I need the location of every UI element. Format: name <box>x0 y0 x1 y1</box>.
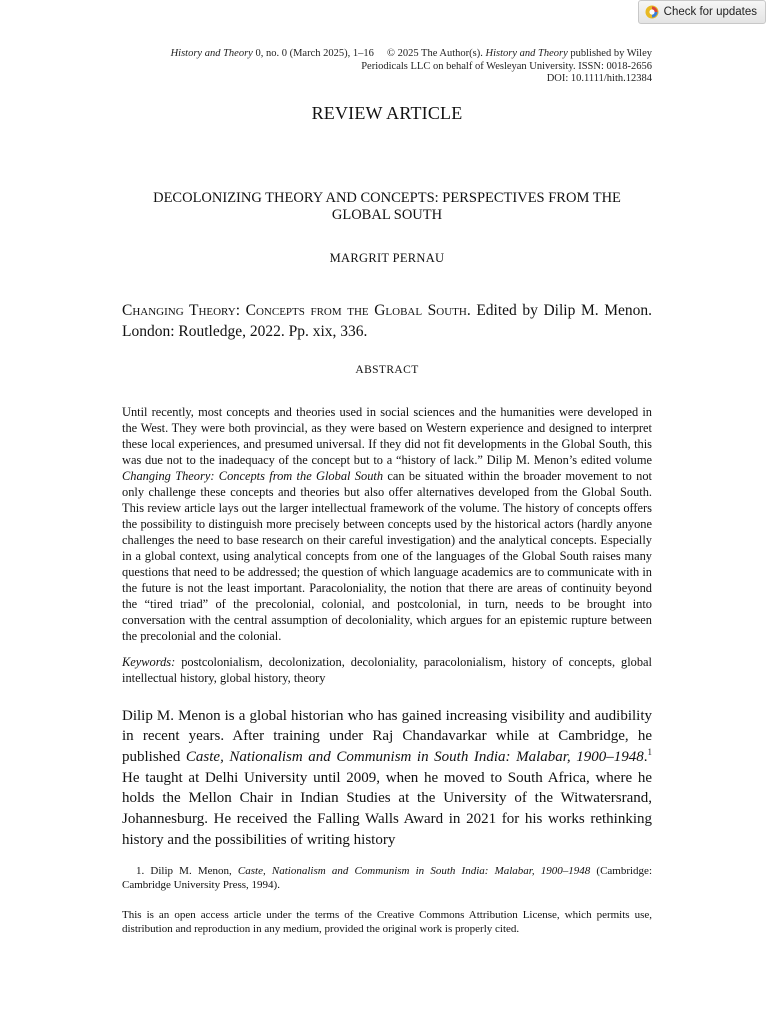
keywords <box>122 654 652 686</box>
copyright-journal: History and Theory <box>485 48 568 59</box>
journal-issue: 0, no. 0 (March 2025), 1–16 <box>255 48 374 59</box>
check-for-updates-button[interactable] <box>638 0 766 24</box>
abstract-part-1: Until recently, most concepts and theories used in social sciences and the humanities were developed in the West. They were both provincial, as they were based on Western experience and designed to interpret these local experiences, and presumed universal. If they did not fit developments in the Global South, this was due not to the inadequacy of the concept but to a “history of lack.” Dilip M. Menon’s edited volume <box>122 404 652 467</box>
body-part-1: Dilip M. Menon is a global historian who has gained increasing visibility and audibility in recent years. After training under Raj Chandavarkar while at Cambridge, he published <box>122 707 652 765</box>
footnote-title: Caste, Nationalism and Communism in South India: Malabar, 1900–1948 <box>237 865 591 878</box>
abstract-heading: ABSTRACT <box>355 363 419 376</box>
journal-metadata <box>122 48 652 86</box>
keywords-label: Keywords: <box>122 654 176 669</box>
author-name: MARGRIT PERNAU <box>329 250 445 265</box>
title-line-2: GLOBAL SOUTH <box>331 206 443 223</box>
check-for-updates-icon <box>645 5 659 19</box>
keywords-list: postcolonialism, decolonization, decoloniality, paracolonialism, history of concepts, global intellectual history, global history, theory <box>122 654 652 685</box>
book-title: Changing Theory: Concepts from the Global South <box>122 301 467 319</box>
journal-name: History and Theory <box>170 48 253 59</box>
footnote-author: Dilip M. Menon, <box>144 865 238 878</box>
footnote-number: 1. <box>136 865 145 878</box>
doi: DOI: 10.1111/hith.12384 <box>546 73 652 84</box>
check-for-updates-label: Check for updates <box>663 6 757 18</box>
article-title <box>122 190 652 224</box>
body-paragraph <box>122 706 652 851</box>
footnote-publisher: (Cambridge: Cambridge University Press, 1994). <box>122 865 652 892</box>
meta-line-2: Periodicals LLC on behalf of Wesleyan University. ISSN: 0018-2656 <box>361 60 652 72</box>
meta-line-1 <box>122 48 652 61</box>
book-details: . Edited by Dilip M. Menon. London: Routledge, 2022. Pp. xix, 336. <box>122 301 652 340</box>
copyright-publisher: published by Wiley <box>570 48 652 59</box>
article-page <box>122 48 652 936</box>
review-article-label: REVIEW ARTICLE <box>311 102 463 123</box>
reviewed-book-reference <box>122 300 652 342</box>
footnote <box>122 864 652 892</box>
abstract-book-title: Changing Theory: Concepts from the Global South <box>122 468 384 483</box>
abstract-text <box>122 404 652 644</box>
body-book-title: Caste, Nationalism and Communism in South India: Malabar, 1900–1948 <box>185 748 644 765</box>
license-notice: This is an open access article under the terms of the Creative Commons Attribution License, which permits use, distribution and reproduction in any medium, provided the original work is properly cited. <box>122 909 652 936</box>
copyright-text: © 2025 The Author(s). <box>387 48 483 59</box>
footnote-marker[interactable]: 1 <box>647 746 652 757</box>
title-line-1: DECOLONIZING THEORY AND CONCEPTS: PERSPECTIVES FROM THE <box>153 189 621 206</box>
body-period: . <box>643 748 648 765</box>
body-part-2: He taught at Delhi University until 2009, when he moved to South Africa, where he holds the Mellon Chair in Indian Studies at the University of the Witwatersrand, Johannesburg. He received the Falling Walls Award in 2021 for his works rethinking history and the possibilities of writing history <box>122 769 652 848</box>
abstract-part-2: can be situated within the broader movement to not only challenge these concepts and theories but also offer alternatives developed from the Global South. This review article lays out the larger intellectual framework of the volume. The history of concepts offers the possibility to distinguish more precisely between concepts used by the historical actors (hardly anyone challenges the need to base research on their careful investigation) and the analytical concepts. Especially in a global context, using analytical concepts from one of the languages of the Global South raises many questions that need to be addressed; the question of which language academics are to communicate with in the future is not the least important. Paracoloniality, the notion that there are areas of continuity beyond the “tired triad” of the precolonial, colonial, and postcolonial, in turn, needs to be brought into conversation with the central assumption of decoloniality, which argues for an epistemic rupture between the precolonial and the colonial. <box>122 468 652 643</box>
